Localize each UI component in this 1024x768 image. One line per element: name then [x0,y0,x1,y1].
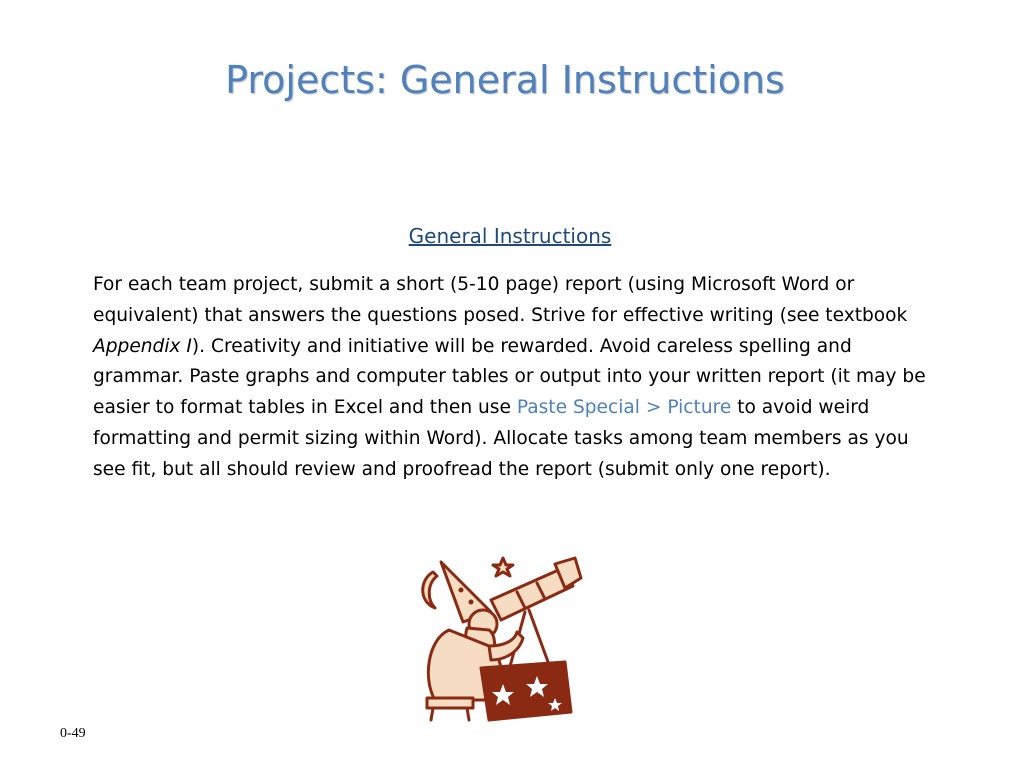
appendix-reference: Appendix I [93,335,192,357]
page-number: 0-49 [60,726,86,741]
body-text-part1: For each team project, submit a short (5-10 page) report (using Microsoft Word or equivalent) that answers the questions posed. Strive for effective writing (see textbook [93,274,908,326]
slide-title: Projects: General Instructions [225,58,785,102]
body-text-part2: ). Creativity and initiative will be rewarded. Avoid careless spelling and grammar. Paste graphs and computer tables or output into your written report (it may be easier to format tables in Excel and then use [93,335,926,419]
body-text-part3: to avoid weird formatting and permit sizing within Word). Allocate tasks among team members as you see fit, but all should review and proofread the report (submit only one report). [93,397,909,480]
section-heading: General Instructions [408,224,612,248]
paste-special-reference: Paste Special > Picture [516,397,732,419]
wizard-telescope-icon [405,550,585,725]
body-paragraph [93,270,938,486]
